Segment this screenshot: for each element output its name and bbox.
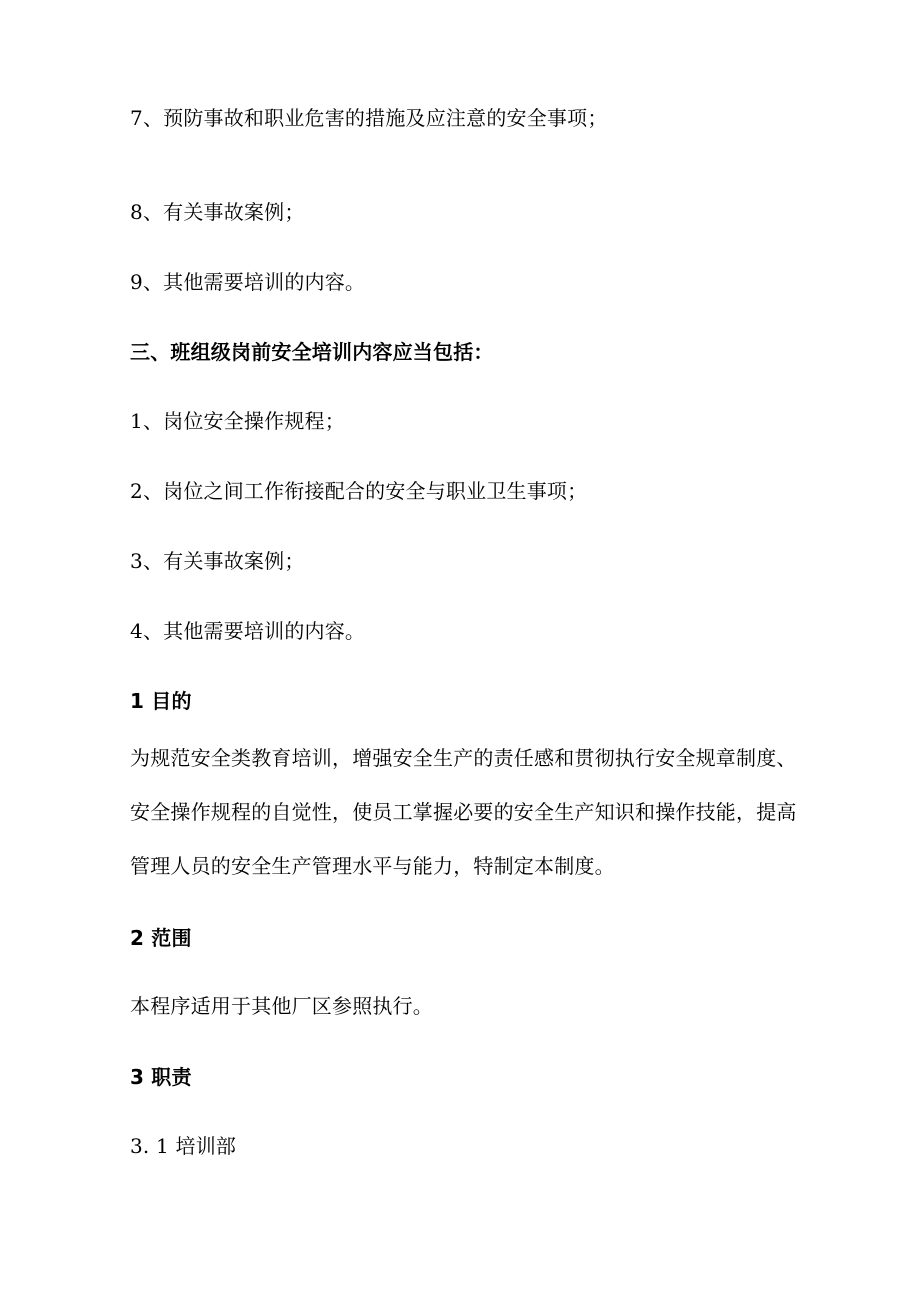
list-item-text: 、岗位安全操作规程； [142, 409, 345, 433]
duties-subsection [130, 1134, 236, 1158]
purpose-paragraph [130, 731, 810, 893]
list-item [130, 200, 305, 224]
paragraph-line: 管理人员的安全生产管理水平与能力，特制定本制度。 [130, 854, 615, 878]
list-item-text: 、其他需要培训的内容。 [142, 619, 366, 643]
subsection-number: 3. 1 [130, 1134, 169, 1158]
list-item-number: 4 [130, 619, 143, 643]
list-item-text: 、其他需要培训的内容。 [142, 270, 366, 294]
paragraph-line: 为规范安全类教育培训，增强安全生产的责任感和贯彻执行安全规章制度、 [130, 746, 797, 770]
list-item-number: 7 [130, 106, 143, 130]
subsection-title: 培训部 [168, 1134, 237, 1158]
list-item-number: 1 [130, 409, 143, 433]
list-item [130, 619, 365, 643]
list-item-text: 、有关事故案例； [142, 200, 305, 224]
list-item [130, 549, 305, 573]
list-item [130, 479, 587, 503]
paragraph-line: 安全操作规程的自觉性，使员工掌握必要的安全生产知识和操作技能，提高 [130, 800, 797, 824]
purpose-heading: 1 目的 [130, 689, 192, 713]
duties-heading: 3 职责 [130, 1065, 192, 1089]
list-item-text: 、预防事故和职业危害的措施及应注意的安全事项； [142, 106, 608, 130]
list-item-number: 3 [130, 549, 143, 573]
list-item-number: 9 [130, 270, 143, 294]
list-item-number: 2 [130, 479, 143, 503]
scope-heading: 2 范围 [130, 926, 192, 950]
scope-text: 本程序适用于其他厂区参照执行。 [130, 994, 433, 1018]
list-item-number: 8 [130, 200, 143, 224]
section-heading: 三、班组级岗前安全培训内容应当包括： [130, 340, 494, 364]
list-item [130, 106, 608, 130]
list-item [130, 270, 365, 294]
list-item-text: 、有关事故案例； [142, 549, 305, 573]
list-item [130, 409, 345, 433]
list-item-text: 、岗位之间工作衔接配合的安全与职业卫生事项； [142, 479, 588, 503]
